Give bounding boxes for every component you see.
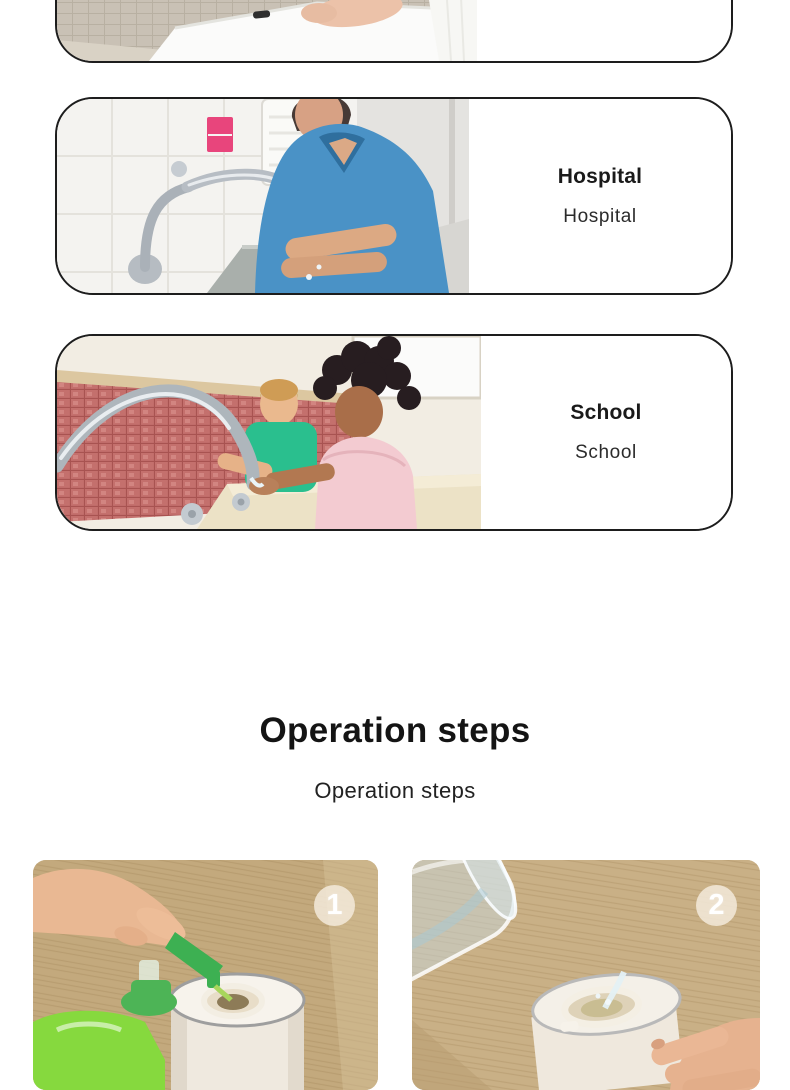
bathroom-scene-illustration	[57, 0, 477, 61]
scenario-card-hospital	[55, 97, 733, 295]
school-scene-illustration	[57, 336, 481, 529]
section-subtitle: Operation steps	[314, 778, 476, 803]
card-title-hospital: Hospital	[557, 164, 643, 188]
photo-hospital-nurse-washing	[57, 99, 469, 293]
card-subtitle-school: School	[575, 442, 637, 463]
hospital-scene-illustration	[57, 99, 469, 293]
photo-school-children-washing	[57, 336, 481, 529]
step-1-badge: 1	[314, 885, 355, 926]
step-2-photo	[412, 860, 760, 1090]
step-1-photo	[33, 860, 378, 1090]
photo-bathroom-sink-hands	[57, 0, 477, 61]
step-2-badge: 2	[696, 885, 737, 926]
scenario-card-school	[55, 334, 733, 531]
scenario-card-bathroom	[55, 0, 733, 63]
card-label-school	[481, 336, 731, 529]
section-title: Operation steps	[259, 711, 531, 750]
card-subtitle-hospital: Hospital	[563, 205, 637, 227]
card-title-school: School	[570, 401, 642, 424]
card-label-hospital	[469, 99, 731, 293]
card-label-empty	[477, 0, 731, 61]
